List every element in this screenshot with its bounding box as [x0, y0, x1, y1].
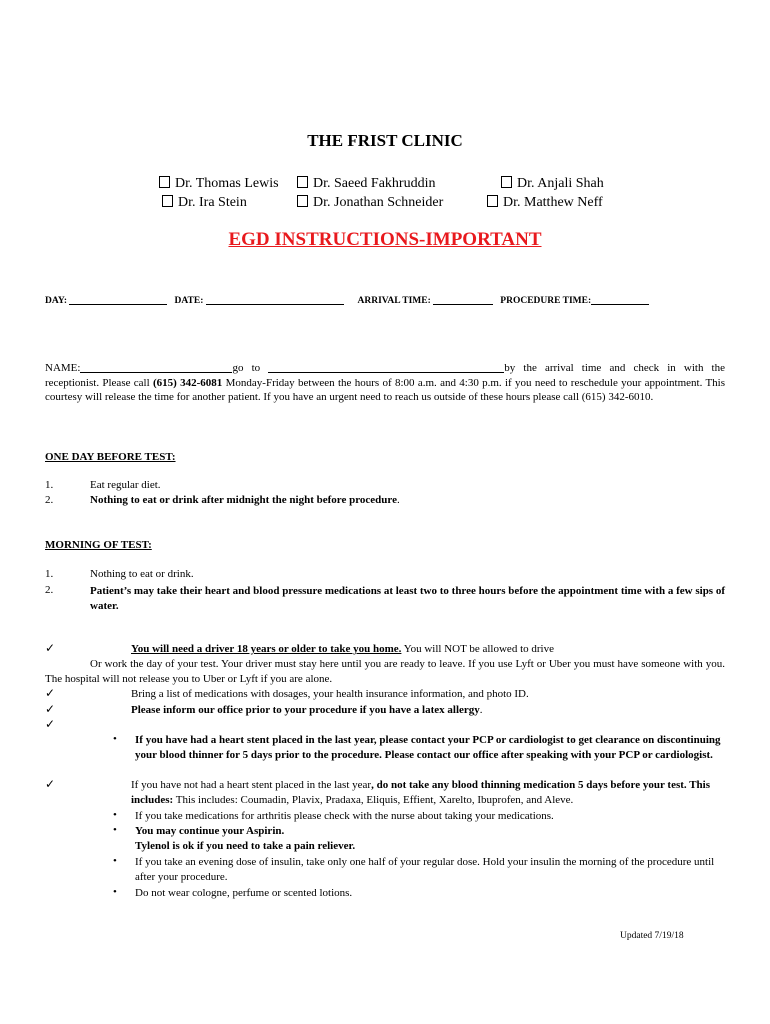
- doctor-option-neff[interactable]: Dr. Matthew Neff: [487, 193, 603, 212]
- checkbox-icon[interactable]: [162, 195, 173, 207]
- doctor-option-fakhruddin[interactable]: Dr. Saeed Fakhruddin: [297, 174, 435, 193]
- clinic-title: THE FRIST CLINIC: [307, 131, 463, 150]
- checkmark-icon: ✓: [45, 686, 56, 700]
- checkmark-icon: ✓: [45, 641, 56, 655]
- list-number: 1.: [45, 568, 54, 580]
- doctor-option-schneider[interactable]: Dr. Jonathan Schneider: [297, 193, 443, 212]
- arthritis-item: If you take medications for arthritis please check with the nurse about taking your medications.: [135, 810, 554, 822]
- bullet-icon: •: [113, 855, 117, 867]
- latex-line: Please inform our office prior to your procedure if you have a latex allergy.: [131, 704, 483, 716]
- day-label: DAY:: [45, 296, 68, 306]
- bullet-icon: •: [113, 886, 117, 898]
- checkmark-icon: ✓: [45, 777, 56, 791]
- schedule-fields: [45, 296, 649, 306]
- checkbox-icon[interactable]: [297, 195, 308, 207]
- date-label: DATE:: [174, 296, 204, 306]
- bullet-icon: •: [113, 733, 117, 745]
- doctor-option-lewis[interactable]: Dr. Thomas Lewis: [159, 174, 279, 193]
- list-number: 2.: [45, 494, 54, 506]
- insulin-item: If you take an evening dose of insulin, take only one half of your regular dose. Hold your insulin the morning of the procedure until after your procedure.: [135, 856, 715, 883]
- name-blank[interactable]: [80, 372, 232, 373]
- list-item: Nothing to eat or drink.: [90, 568, 194, 580]
- bullet-icon: •: [113, 824, 117, 836]
- list-item: Eat regular diet.: [90, 479, 161, 491]
- doctor-option-stein[interactable]: Dr. Ira Stein: [162, 193, 247, 212]
- day-before-heading: ONE DAY BEFORE TEST:: [45, 451, 176, 463]
- list-item: Patient’s may take their heart and blood pressure medications at least two to three hours before the appointment time with a few sips of water.: [90, 585, 726, 612]
- updated-date: Updated 7/19/18: [620, 931, 684, 941]
- checkbox-icon[interactable]: [297, 176, 308, 188]
- doctor-option-shah[interactable]: Dr. Anjali Shah: [501, 174, 604, 193]
- day-blank[interactable]: [69, 304, 167, 305]
- list-item: Nothing to eat or drink after midnight the night before procedure.: [90, 494, 400, 506]
- checkbox-icon[interactable]: [487, 195, 498, 207]
- checkmark-icon: ✓: [45, 702, 56, 716]
- checkmark-icon: ✓: [45, 717, 56, 731]
- stent-yes-item: If you have had a heart stent placed in the last year, please contact your PCP or cardiologist to get clearance on discontinuing your blood thinner for 5 days prior to the procedure. Please contact our office after speaking with your PCP or cardiologist.: [135, 734, 721, 761]
- arrival-label: ARRIVAL TIME:: [357, 296, 431, 306]
- cologne-item: Do not wear cologne, perfume or scented lotions.: [135, 887, 353, 899]
- driver-detail: Or work the day of your test. Your driver must stay here until you are ready to leave. If you use Lyft or Uber you must have someone with you. The hospital will not release you to Uber or Lyft if you are alone.: [45, 658, 725, 685]
- meds-list-line: Bring a list of medications with dosages, your health insurance information, and photo ID.: [131, 688, 529, 700]
- aspirin-item: You may continue your Aspirin. Tylenol is ok if you need to take a pain reliever.: [135, 825, 356, 852]
- procedure-label: PROCEDURE TIME:: [500, 296, 592, 306]
- list-number: 2.: [45, 584, 54, 596]
- location-blank[interactable]: [268, 372, 504, 373]
- bullet-icon: •: [113, 809, 117, 821]
- instructions-heading: EGD INSTRUCTIONS-IMPORTANT: [228, 229, 542, 250]
- stent-no-item: If you have not had a heart stent placed in the last year, do not take any blood thinning medication 5 days before your test. This includes: This includes: Coumadin, Plavix, Pradaxa, Eliquis, Effient, Xarelto, Ibuprofen, and Aleve.: [131, 779, 710, 806]
- checkbox-icon[interactable]: [159, 176, 170, 188]
- list-number: 1.: [45, 479, 54, 491]
- driver-line: You will need a driver 18 years or older to take you home. You will NOT be allowed to drive: [131, 643, 554, 655]
- intro-paragraph: NAME: go to by the arrival time and check in with the receptionist. Please call (615) 342-6081 Monday-Friday between the hours of 8:00 a.m. and 4:30 p.m. if you need to reschedule your appointment. This courtesy will release the time for another patient. If you have an urgent need to reach us outside of these hours please call (615) 342-6010.: [45, 362, 726, 404]
- checkbox-icon[interactable]: [501, 176, 512, 188]
- arrival-blank[interactable]: [433, 304, 493, 305]
- morning-heading: MORNING OF TEST:: [45, 539, 152, 551]
- procedure-blank[interactable]: [591, 304, 649, 305]
- date-blank[interactable]: [206, 304, 344, 305]
